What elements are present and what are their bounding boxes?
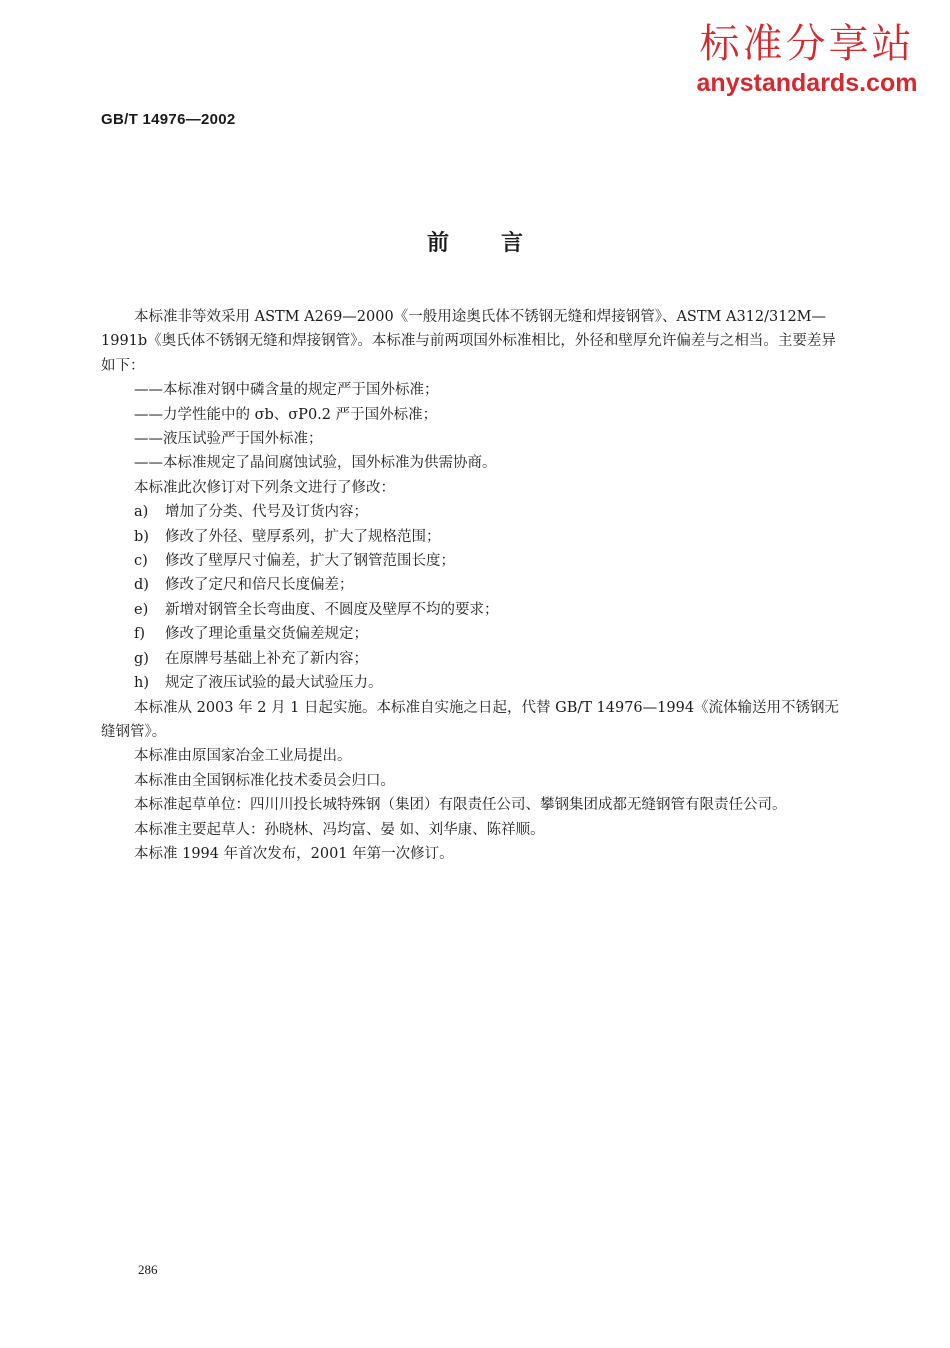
item-text: 修改了理论重量交货偏差规定；	[165, 626, 368, 643]
item-text: 修改了外径、壁厚系列，扩大了规格范围；	[165, 528, 441, 545]
revision-item	[101, 549, 841, 573]
item-label: f)	[134, 626, 146, 643]
proposer-paragraph: 本标准由原国家冶金工业局提出。	[134, 748, 352, 765]
revision-item	[101, 573, 841, 597]
watermark-logo	[692, 22, 922, 98]
item-text: 修改了定尺和倍尺长度偏差；	[165, 577, 354, 594]
revision-item	[101, 671, 841, 695]
watermark-chinese-text: 标准分享站	[699, 21, 915, 67]
item-text: 在原牌号基础上补充了新内容；	[165, 650, 368, 667]
standard-code: GB/T 14976—2002	[101, 111, 236, 128]
difference-item: ——力学性能中的 σb、σP0.2 严于国外标准；	[134, 406, 438, 423]
page-number: 286	[138, 1262, 158, 1277]
revision-item	[101, 622, 841, 646]
page-title: 前言	[426, 231, 575, 256]
drafters-paragraph: 本标准主要起草人：孙晓林、冯均富、晏 如、刘华康、陈祥顺。	[134, 821, 545, 838]
revision-item	[101, 500, 841, 524]
item-label: b)	[134, 528, 149, 545]
item-label: g)	[134, 650, 149, 667]
watermark-url-text: anystandards.com	[696, 69, 918, 97]
history-paragraph: 本标准 1994 年首次发布，2001 年第一次修订。	[134, 845, 454, 862]
committee-paragraph: 本标准由全国钢标准化技术委员会归口。	[134, 772, 395, 789]
item-label: h)	[134, 675, 149, 692]
revision-item	[101, 598, 841, 622]
item-label: c)	[134, 553, 148, 570]
item-text: 增加了分类、代号及订货内容；	[165, 504, 368, 521]
item-label: a)	[134, 504, 149, 521]
revision-item	[101, 525, 841, 549]
difference-item: ——液压试验严于国外标准；	[134, 431, 323, 448]
drafting-units-paragraph: 本标准起草单位：四川川投长城特殊钢（集团）有限责任公司、攀钢集团成都无缝钢管有限责任公司。	[134, 797, 787, 814]
effective-date-paragraph: 本标准从 2003 年 2 月 1 日起实施。本标准自实施之日起，代替 GB/T 14976—1994《流体输送用不锈钢无缝钢管》。	[101, 699, 840, 740]
item-text: 规定了液压试验的最大试验压力。	[165, 675, 383, 692]
difference-item: ——本标准对钢中磷含量的规定严于国外标准；	[134, 382, 439, 399]
revision-item	[101, 647, 841, 671]
item-text: 新增对钢管全长弯曲度、不圆度及壁厚不均的要求；	[165, 601, 499, 618]
revision-intro: 本标准此次修订对下列条文进行了修改：	[134, 479, 395, 496]
foreword-body	[101, 305, 841, 866]
difference-item: ——本标准规定了晶间腐蚀试验，国外标准为供需协商。	[134, 455, 497, 472]
intro-paragraph: 本标准非等效采用 ASTM A269—2000《一般用途奥氏体不锈钢无缝和焊接钢管》、ASTM A312/312M—1991b《奥氏体不锈钢无缝和焊接钢管》。本标准与前两项国外标准相比，外径和壁厚允许偏差与之相当。主要差异如下：	[101, 309, 836, 374]
item-text: 修改了壁厚尺寸偏差，扩大了钢管范围长度；	[165, 553, 455, 570]
item-label: e)	[134, 601, 149, 618]
item-label: d)	[134, 577, 149, 594]
